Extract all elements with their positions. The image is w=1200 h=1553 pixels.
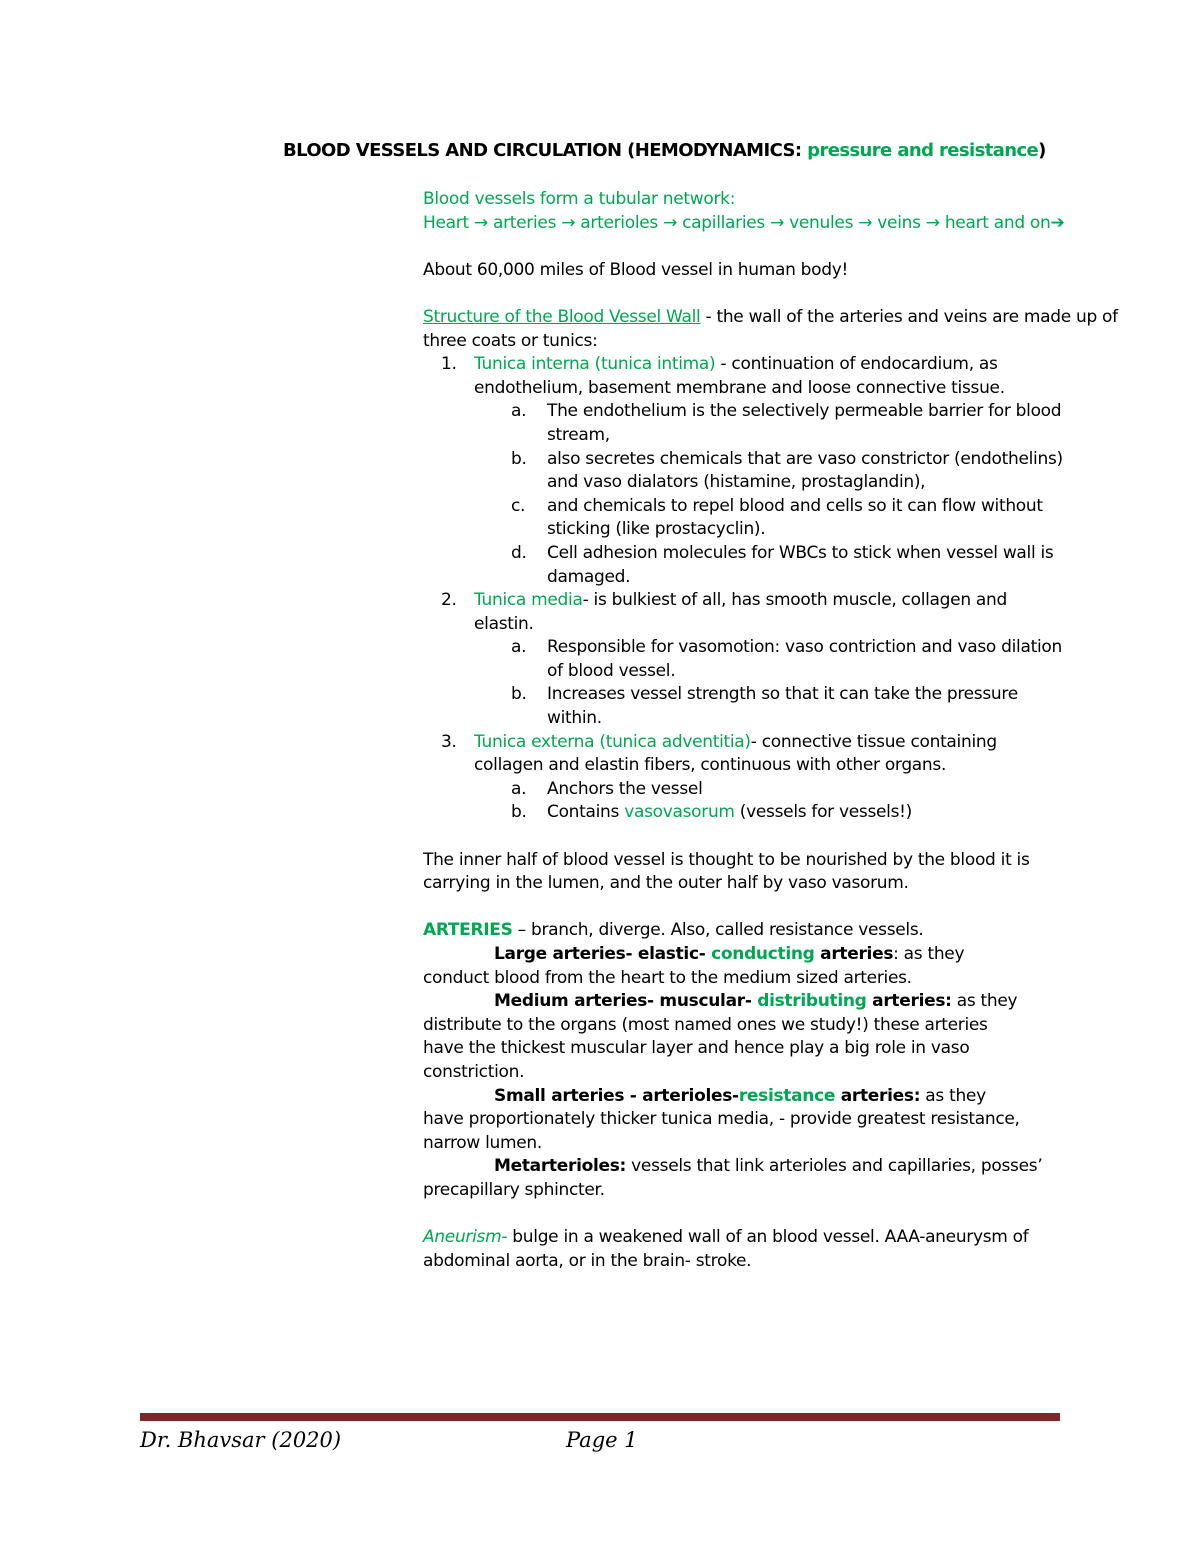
list-number: 1. — [441, 354, 457, 375]
metarterioles-paragraph — [423, 1155, 1063, 1202]
page-title — [283, 140, 1046, 161]
tunic-name: Tunica externa (tunica adventitia) — [474, 731, 751, 752]
desc-text: : as they conduct blood from the heart to the medium sized arteries. — [423, 944, 965, 988]
sub-item-text: The endothelium is the selectively permeable barrier for blood stream, — [547, 401, 1062, 445]
structure-link[interactable]: Structure of the Blood Vessel Wall — [423, 306, 701, 327]
footer-page-number: Page 1 — [566, 1428, 638, 1452]
arteries-label: ARTERIES — [423, 920, 513, 941]
tunic-desc: - connective tissue containing collagen and elastin fibers, continuous with other organs. — [474, 731, 997, 776]
body-content — [423, 188, 1123, 1273]
list-letter: c. — [511, 495, 526, 516]
title-highlight: pressure and resistance — [807, 140, 1039, 161]
sub-item-text: Anchors the vessel — [547, 778, 703, 799]
sub-item — [423, 400, 1123, 447]
sub-item-text: (vessels for vessels!) — [734, 802, 912, 823]
sub-item-text: Cell adhesion molecules for WBCs to stick when vessel wall is damaged. — [547, 542, 1054, 587]
medium-arteries-paragraph — [423, 990, 1023, 1084]
vasovasorum-term: vasovasorum — [624, 802, 735, 823]
aneurism-text: bulge in a weakened wall of an blood vessel. AAA-aneurysm of abdominal aorta, or in the brain- stroke. — [423, 1227, 1029, 1271]
tunic-desc: - is bulkiest of all, has smooth muscle, collagen and elastin. — [474, 590, 1007, 634]
arteries-text: – branch, diverge. Also, called resistance vessels. — [512, 920, 924, 941]
bold-term: Small arteries - arterioles- — [494, 1085, 739, 1106]
tunic-item — [423, 731, 1123, 778]
list-number: 3. — [441, 731, 457, 752]
footer-rule — [140, 1413, 1060, 1421]
aneurism-paragraph — [423, 1226, 1053, 1273]
green-term: distributing — [757, 991, 867, 1012]
structure-paragraph — [423, 306, 1123, 353]
sub-item-text: also secretes chemicals that are vaso constrictor (endothelins) and vaso dialators (histamine, prostaglandin), — [547, 448, 1063, 493]
desc-text: vessels that link arterioles and capillaries, posses’ precapillary sphincter. — [423, 1156, 1043, 1200]
structure-text: - the wall of the arteries and veins are made up of three coats or tunics: — [423, 306, 1118, 351]
intro-line-1: Blood vessels form a tubular network: — [423, 189, 736, 209]
list-letter: a. — [511, 778, 527, 799]
sub-item — [423, 542, 1123, 589]
tunic-desc: - continuation of endocardium, as endothelium, basement membrane and loose connective tissue. — [474, 354, 1005, 398]
sub-item-text: Increases vessel strength so that it can take the pressure within. — [547, 684, 1018, 729]
aneurism-term: Aneurism- — [423, 1227, 508, 1248]
tunic-name: Tunica media — [474, 590, 583, 611]
large-arteries-paragraph — [423, 943, 1023, 990]
list-letter: a. — [511, 637, 527, 658]
sub-item-text: Contains — [547, 802, 625, 823]
title-suffix: ) — [1038, 140, 1046, 161]
sub-item — [423, 495, 1123, 542]
bold-term: Medium arteries- muscular- — [494, 991, 758, 1012]
nourish-paragraph: The inner half of blood vessel is thought to be nourished by the blood it is carrying in the lumen, and the outer half by vaso vasorum. — [423, 849, 1030, 894]
small-arteries-paragraph — [423, 1085, 1023, 1156]
miles-paragraph: About 60,000 miles of Blood vessel in human body! — [423, 259, 849, 280]
sub-item-text: and chemicals to repel blood and cells so it can flow without sticking (like prostacyclin). — [547, 495, 1043, 540]
list-number: 2. — [441, 590, 457, 611]
sub-item — [423, 683, 1123, 730]
tunic-item — [423, 353, 1123, 400]
list-letter: d. — [511, 542, 527, 563]
footer-author: Dr. Bhavsar (2020) — [140, 1428, 342, 1452]
list-letter: b. — [511, 802, 527, 823]
sub-item — [423, 636, 1123, 683]
desc-text: as they have proportionately thicker tunica media, - provide greatest resistance, narrow lumen. — [423, 1085, 1020, 1153]
bold-term: arteries: — [835, 1085, 921, 1106]
desc-text: as they distribute to the organs (most named ones we study!) these arteries have the thickest muscular layer and hence play a big role in vaso constriction. — [423, 991, 1018, 1082]
intro-line-2: Heart → arteries → arterioles → capillaries → venules → veins → heart and on➔ — [423, 212, 1065, 233]
tunic-item — [423, 589, 1123, 636]
green-term: resistance — [738, 1085, 836, 1106]
arteries-paragraph — [423, 919, 1123, 943]
sub-item-text: Responsible for vasomotion: vaso contriction and vaso dilation of blood vessel. — [547, 637, 1062, 681]
sub-item — [423, 448, 1123, 495]
list-letter: b. — [511, 448, 527, 469]
list-letter: b. — [511, 684, 527, 705]
title-prefix: BLOOD VESSELS AND CIRCULATION (HEMODYNAMICS: — [283, 140, 808, 161]
bold-term: Metarterioles: — [494, 1156, 627, 1177]
sub-item — [423, 801, 1123, 825]
bold-term: arteries — [814, 944, 894, 964]
bold-term: arteries: — [866, 991, 952, 1012]
tunic-name: Tunica interna (tunica intima) — [474, 354, 716, 375]
list-letter: a. — [511, 401, 527, 422]
sub-item — [423, 778, 1123, 802]
green-term: conducting — [711, 944, 815, 964]
bold-term: Large arteries- elastic- — [494, 944, 712, 964]
